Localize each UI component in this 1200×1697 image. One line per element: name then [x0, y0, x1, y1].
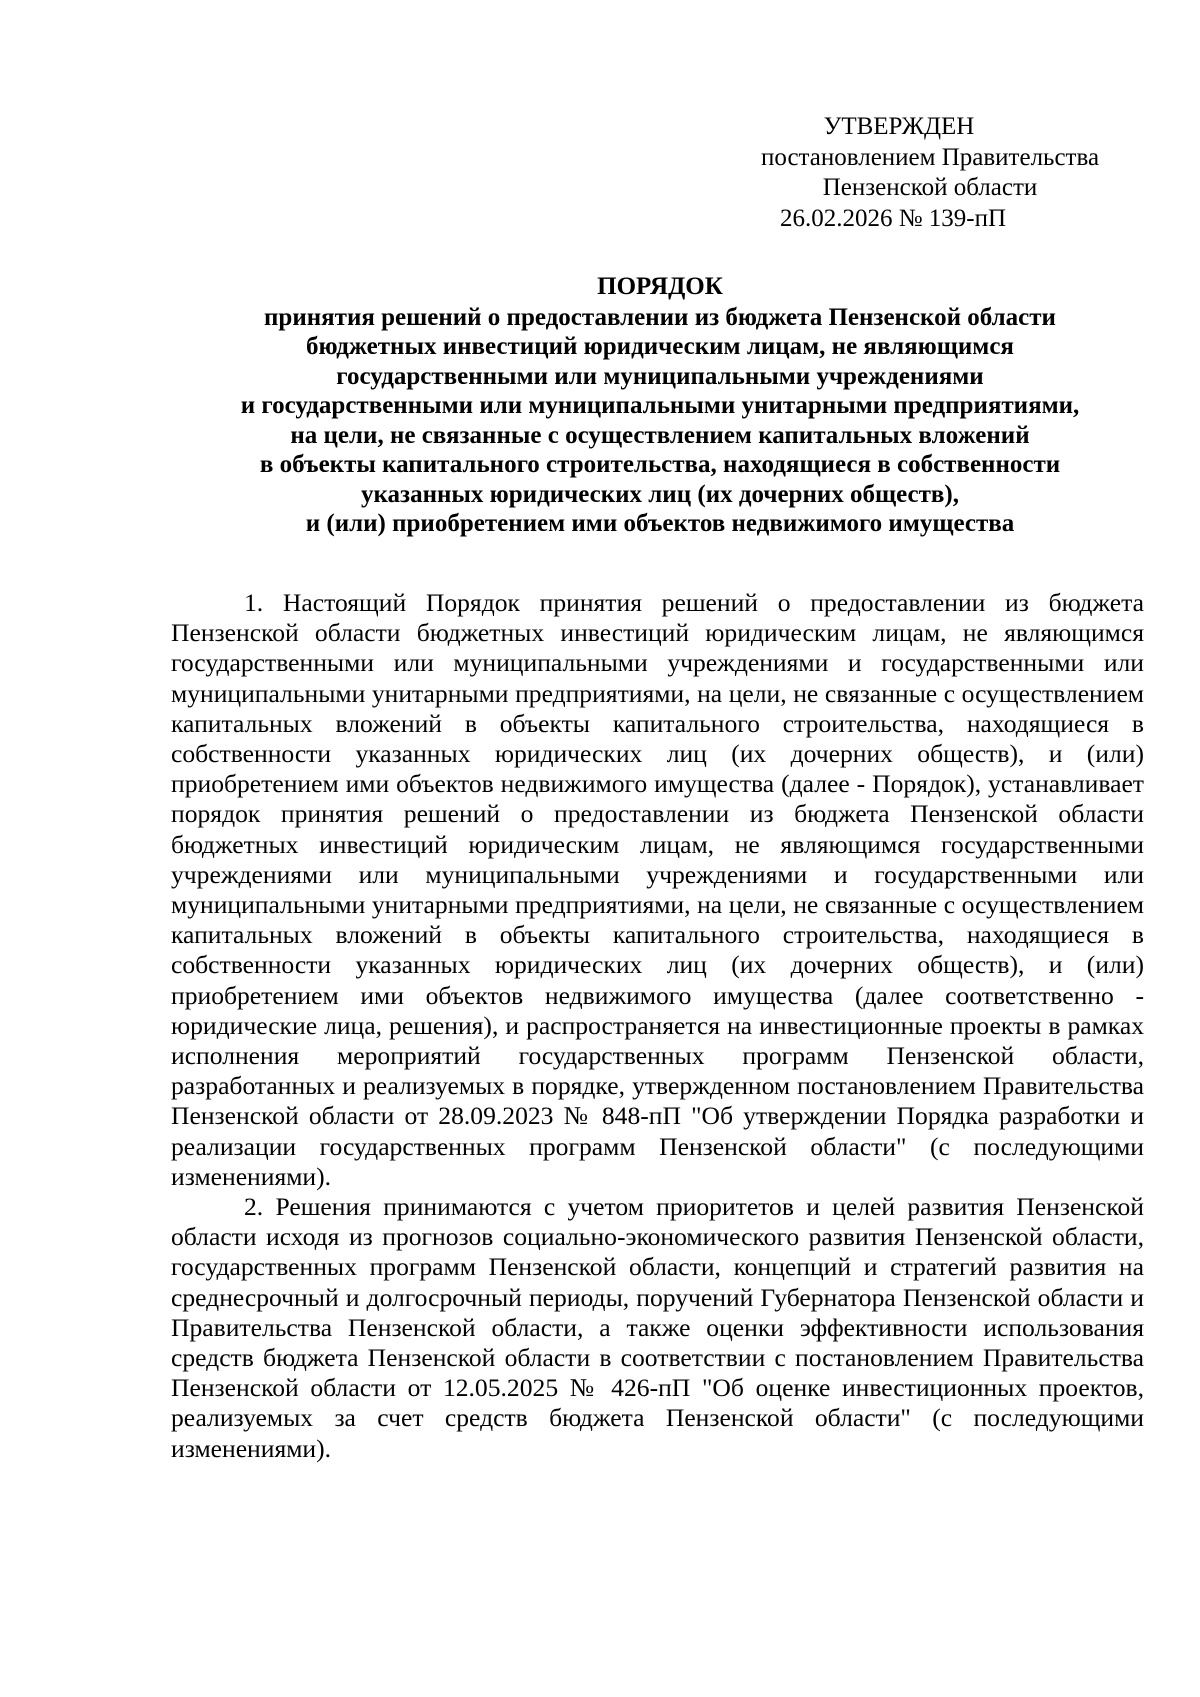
title-line: и (или) приобретением ими объектов недвижимого имущества	[305, 510, 1015, 537]
title-line: бюджетных инвестиций юридическим лицам, не являющимся	[306, 333, 1014, 360]
document-title: ПОРЯДОК	[597, 273, 723, 300]
paragraph-1: 1. Настоящий Порядок принятия решений о предоставлении из бюджета Пензенской области бюджетных инвестиций юридическим лицам, не являющимся государственными или муниципальными учреждениями и государственными или муниципальными унитарными предприятиями, на цели, не связанные с осуществлением капитальных вложений в объекты капитального строительства, находящиеся в собственности указанных юридических лиц (их дочерних обществ), и (или) приобретением ими объектов недвижимого имущества (далее - Порядок), устанавливает порядок принятия решений о предоставлении из бюджета Пензенской области бюджетных инвестиций юридическим лицам, не являющимся государственными учреждениями или муниципальными учреждениями и государственными или муниципальными унитарными предприятиями, на цели, не связанные с осуществлением капитальных вложений в объекты капитального строительства, находящиеся в собственности указанных юридических лиц (их дочерних обществ), и (или) приобретением ими объектов недвижимого имущества (далее соответственно - юридические лица, решения), и распространяется на инвестиционные проекты в рамках исполнения мероприятий государственных программ Пензенской области, разработанных и реализуемых в порядке, утвержденном постановлением Правительства Пензенской области от 28.09.2023 № 848-пП "Об утверждении Порядка разработки и реализации государственных программ Пензенской области" (с последующими изменениями).	[171, 588, 1144, 1191]
title-line: и государственными или муниципальными унитарными предприятиями,	[240, 392, 1080, 419]
title-line: указанных юридических лиц (их дочерних обществ),	[361, 480, 959, 508]
approved-label: УТВЕРЖДЕН	[823, 113, 975, 140]
title-line: принятия решений о предоставлении из бюджета Пензенской области	[264, 303, 1056, 331]
approval-date-number: 26.02.2026 № 139-пП	[779, 204, 1007, 232]
paragraph-2: 2. Решения принимаются с учетом приоритетов и целей развития Пензенской области исходя из прогнозов социально-экономического развития Пензенской области, государственных программ Пензенской области, концепций и стратегий развития на среднесрочный и долгосрочный периоды, поручений Губернатора Пензенской области и Правительства Пензенской области, а также оценки эффективности использования средств бюджета Пензенской области в соответствии с постановлением Правительства Пензенской области от 12.05.2025 № 426-пП "Об оценке инвестиционных проектов, реализуемых за счет средств бюджета Пензенской области" (с последующими изменениями).	[171, 1192, 1144, 1463]
title-line: государственными или муниципальными учреждениями	[336, 362, 984, 390]
document-title-block	[120, 272, 1200, 539]
title-line: в объекты капитального строительства, находящиеся в собственности	[259, 451, 1061, 478]
document-body	[171, 588, 1144, 1464]
approved-region: Пензенской области	[822, 174, 1038, 201]
title-line: на цели, не связанные с осуществлением капитальных вложений	[290, 421, 1030, 449]
approval-stamp	[700, 112, 1160, 234]
approved-by: постановлением Правительства	[760, 143, 1100, 171]
